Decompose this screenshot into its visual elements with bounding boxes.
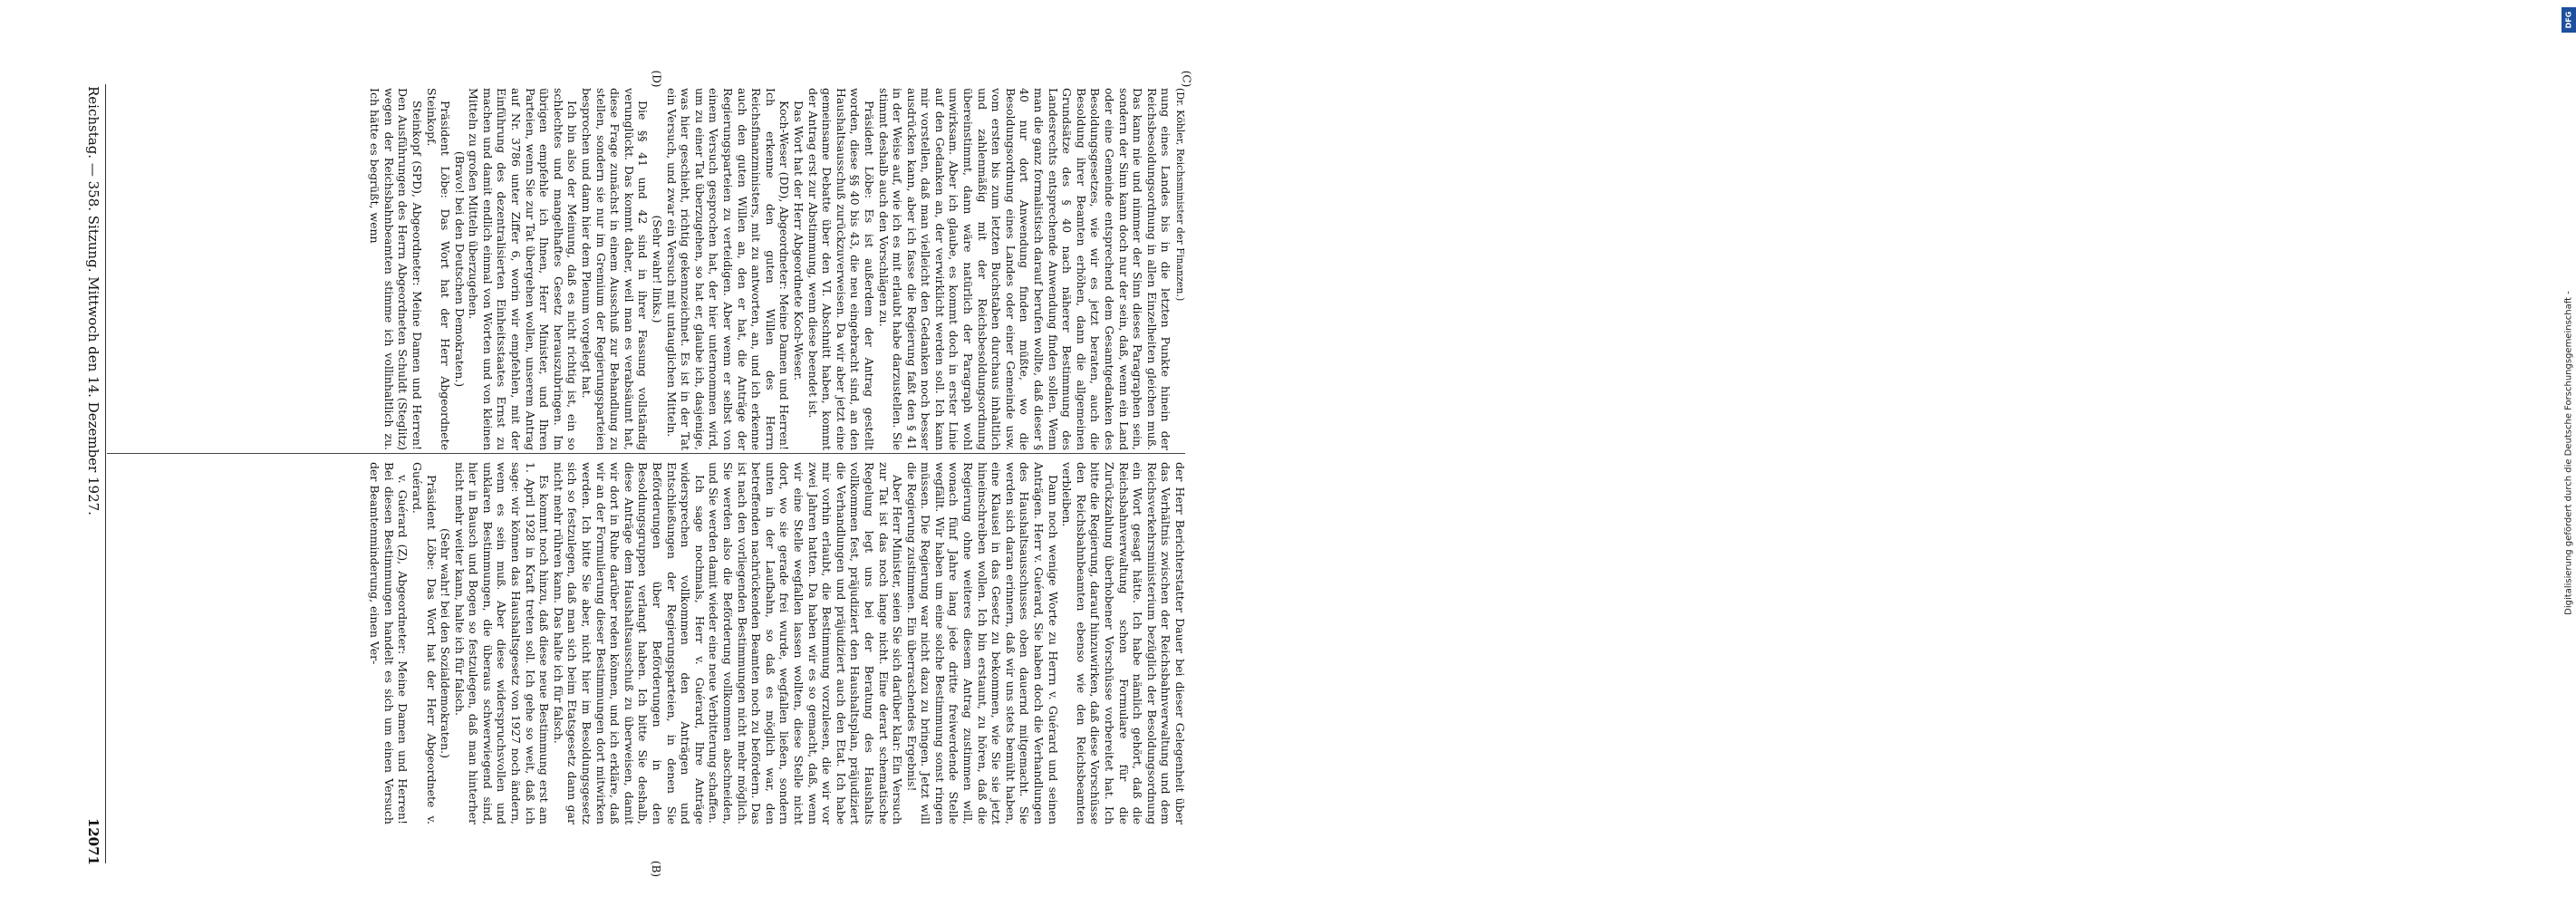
paragraph: Ich sage nochmals, Herr v. Guérard, Ihre Anträge widersprechen vollkommen den Anträgen und Entschließungen der Regierungsparteien, in denen Sie Beförderungen über Beförderungen in den Besoldungsgruppen verlangt haben. Ich bitte Sie deshalb, diese Anträge dem Haushaltsausschuß zu überweisen, damit wir dort in Ruhe darüber reden können, und ich erkläre, daß wir an der Formulierung dieser Bestimmungen dort mitwirken werden. Ich bitte Sie aber, nicht hier im Besoldungsgesetz sich so festzulegen, daß man sich beim Etatsgesetz dann gar nicht mehr rühren kann. Das halte ich für falsch. [551, 462, 707, 824]
margin-marker-d: (D) [650, 70, 663, 88]
running-header [80, 86, 103, 865]
dfg-logo-text: DFG [2564, 11, 2573, 29]
interjection: (Bravo! bei den Deutschen Demokraten.) [452, 150, 467, 388]
paragraph: Die §§ 41 und 42 sind in ihrer Fassung vollständig verunglückt. Das kommt daher, weil man es verabsäumt hat, diese Frage zunächst in einem Ausschuß zur Behandlung zu stellen, sondern sie nur im Gremium der Regierungsparteien besprochen und dann hier dem Plenum vorgelegt hat. [580, 88, 651, 450]
side-credit-strip [1279, 0, 2574, 906]
paragraph: Ich bin also der Meinung, daß es nicht richtig ist, ein so schlechtes und mangelhaftes Gesetz herauszubringen. Im übrigen empfehle ich Ihnen, Herr Minister, und Ihren Parteien, wenn Sie zur Tat übergehen wollen, unserem Antrag auf Nr. 3786 unter Ziffer 6, worin wir empfehlen, mit der Einführung des dezentralisierten Einheitsstaates Ernst zu machen und damit endlich einmal von Worten und von kleinen Mitteln zu großen Mitteln überzugehen. [467, 88, 580, 450]
paragraph: Es kommt noch hinzu, daß diese neue Bestimmung erst am 1. April 1928 in Kraft treten soll. Ich gehe so weit, daß ich sage: wir können das Haushaltsgesetz von 1927 noch ändern, wenn es sein muß. Aber diese widerspruchsvollen und unklaren Bestimmungen, die überaus schwerwiegend sind, hier in Bausch und Bogen so festzulegen, daß man hinterher nicht mehr weiter kann, halte ich für falsch. [452, 462, 552, 824]
right-column-text [109, 462, 1187, 824]
interjection: (Sehr wahr! bei den Sozialdemokraten.) [439, 527, 453, 759]
column-divider [105, 84, 106, 863]
paragraph: Steinkopf (SPD), Abgeordneter: Meine Damen und Herren! Den Ausführungen des Herrn Abgeordneten Schuldt (Steglitz) wegen der Reichsbahnbeamten stimme ich vollinhaltlich zu. Ich hätte es begrüßt, wenn [368, 88, 424, 450]
paragraph: der Herr Berichterstatter Dauer bei dieser Gelegenheit über das Verhältnis zwischen der Reichsbahnverwaltung und dem Reichsverkehrsministerium bezüglich der Besoldungsordnung ein Wort gesagt hätte. Ich habe nämlich gehört, daß die Reichsbahnverwaltung schon Formulare für die Zurückzahlung überhobener Vorschüsse vorbereitet hat. Ich bitte die Regierung, darauf hinzuwirken, daß diese Vorschüsse den Reichsbahnbeamten ebenso wie den Reichsbeamten verbleiben. [1060, 462, 1187, 824]
paragraph: Das Wort hat der Herr Abgeordnete Koch-Weser. [791, 101, 806, 381]
interjection: (Sehr wahr! links.) [651, 215, 665, 323]
center-rule [107, 453, 1185, 454]
paragraph: v. Guérard (Z), Abgeordneter: Meine Damen und Herren! Bei diesen Bestimmungen handelt es sich um einen Versuch der Beamtenminderung, einen Ver- [368, 462, 410, 824]
page-number: 12071 [85, 817, 101, 865]
paragraph: Koch-Weser (DD), Abgeordneter: Meine Damen und Herren! Ich erkenne den guten Willen des Herrn Reichsfinanzministers, mit zu antworten, an, und ich erkenne auch den guten Willen an, den er hat, die Anträge der Regierungsparteien zu verteidigen. Aber wenn er selbst von einem Versuch gesprochen hat, der hier unternommen wird, um zu einer Tat überzugehen, so hat er, glaube ich, dasjenige, was hier geschieht, richtig gekennzeichnet. Es ist in der Tat ein Versuch, und zwar ein Versuch mit untauglichen Mitteln. [664, 88, 792, 450]
header-title: Reichstag. — 358. Sitzung. Mittwoch den 14. Dezember 1927. [85, 86, 101, 516]
speaker-note: (Dr. Köhler, Reichsminister der Finanzen.) [1174, 88, 1186, 302]
margin-marker-b: (B) [650, 860, 663, 878]
paragraph: nung eines Landes bis in die letzten Punkte hinein der Reichsbesoldungsordnung in allen Einzelheiten gleichen muß. Das kann nie und nimmer der Sinn dieses Paragraphen sein, sondern der Sinn kann doch nur der sein, daß, wenn ein Land oder eine Gemeinde entsprechend dem Gesamtgedanken des Besoldungsgesetzes, wie wir es jetzt beraten, auch die Besoldung ihrer Beamten erhöhen, dann die allgemeinen Grundsätze des § 40 nach näherer Bestimmung des Landesrechts entsprechende Anwendung finden sollen. Wenn man die ganz formalistisch darauf berufen wollte, daß dieser § 40 nur dort Anwendung finden müßte, wo die Besoldungsordnung eines Landes oder einer Gemeinde usw. vom ersten bis zum letzten Buchstaben durchaus inhaltlich und zahlenmäßig mit der Reichsbesoldungsordnung übereinstimmt, dann wäre natürlich der Paragraph wohl unwirksam. Aber ich glaube, es kommt doch in erster Linie auf den Gedanken an, der verwirklicht werden soll. Ich kann mir vorstellen, daß man vielleicht den Gedanken noch besser ausdrücken kann, aber ich fasse die Regierung faßt den § 41 in der Weise auf, wie ich es mit erlaubt habe darzustellen. Sie stimmt deshalb auch den Vorschlägen zu. [876, 88, 1173, 450]
paragraph: Präsident Löbe: Das Wort hat der Herr Abgeordnete Steinkopf. [424, 88, 453, 450]
paragraph: Dann noch wenige Worte zu Herrn v. Guérard und seinen Anträgen. Herr v. Guérard, Sie haben doch die Verhandlungen des Haushaltsausschusses oben dauernd mitgemacht. Sie werden sich daran erinnern, daß wir uns stets bemüht haben, eine Klausel in das Gesetz zu bekommen, wie Sie sie jetzt hineinschreiben wollen. Ich bin erstaunt, zu hören, daß die Regierung ohne weiteres diesem Antrag zustimmen will, wonach fünf Jahre lang jede dritte freiwerdende Stelle wegfällt. Wir haben um eine solche Bestimmung sonst ringen müssen. Die Regierung war nicht dazu zu bringen. Jetzt will die Regierung zustimmen. Ein überraschendes Ergebnis! [904, 462, 1060, 824]
paragraph: Präsident Löbe: Es ist außerdem der Antrag gestellt worden, diese §§ 40 bis 43, die neu eingebracht sind, an den Haushaltsausschuß zurückzuverweisen. Da wir aber jetzt eine gemeinsame Debatte über den VI. Abschnitt haben, kommt der Antrag erst zur Abstimmung, wenn diese beendet ist. [806, 88, 876, 450]
margin-marker-c: (C) [1180, 70, 1193, 88]
left-column-text [109, 88, 1187, 450]
side-credit-text: Digitalisierung gefördert durch die Deutsche Forschungsgemeinschaft - [2563, 291, 2574, 615]
paragraph: Präsident Löbe: Das Wort hat der Herr Abgeordnete v. Guérard. [410, 462, 439, 824]
dfg-logo [2562, 7, 2576, 33]
paragraph: Aber Herr Minister, seien Sie sich darüber klar: Ein Versuch zur Tat ist das noch lange nicht. Eine derart schematische Regelung legt uns bei der Beratung des Haushalts vollkommen fest, präjudiziert den Haushaltsplan, präjudiziert die Verhandlungen und präjudiziert auch den Etat. Ich habe mir vorhin erlaubt, die Bestimmung vorzulesen, die wir vor zwei Jahren hatten. Da haben wir es so gemacht, daß, wenn wir eine Stelle wegfallen lassen wollten, diese Stelle nicht dort, wo sie gerade frei wurde, wegfallen ließen, sondern unten in der Laufbahn, so daß es möglich war, den betreffenden nachrückenden Beamten noch zu befördern. Das ist nach den vorliegenden Bestimmungen nicht mehr möglich. Sie werden also die Beförderung vollkommen abschneiden, und Sie werden damit wieder eine neue Verbitterung schaffen. [707, 462, 905, 824]
